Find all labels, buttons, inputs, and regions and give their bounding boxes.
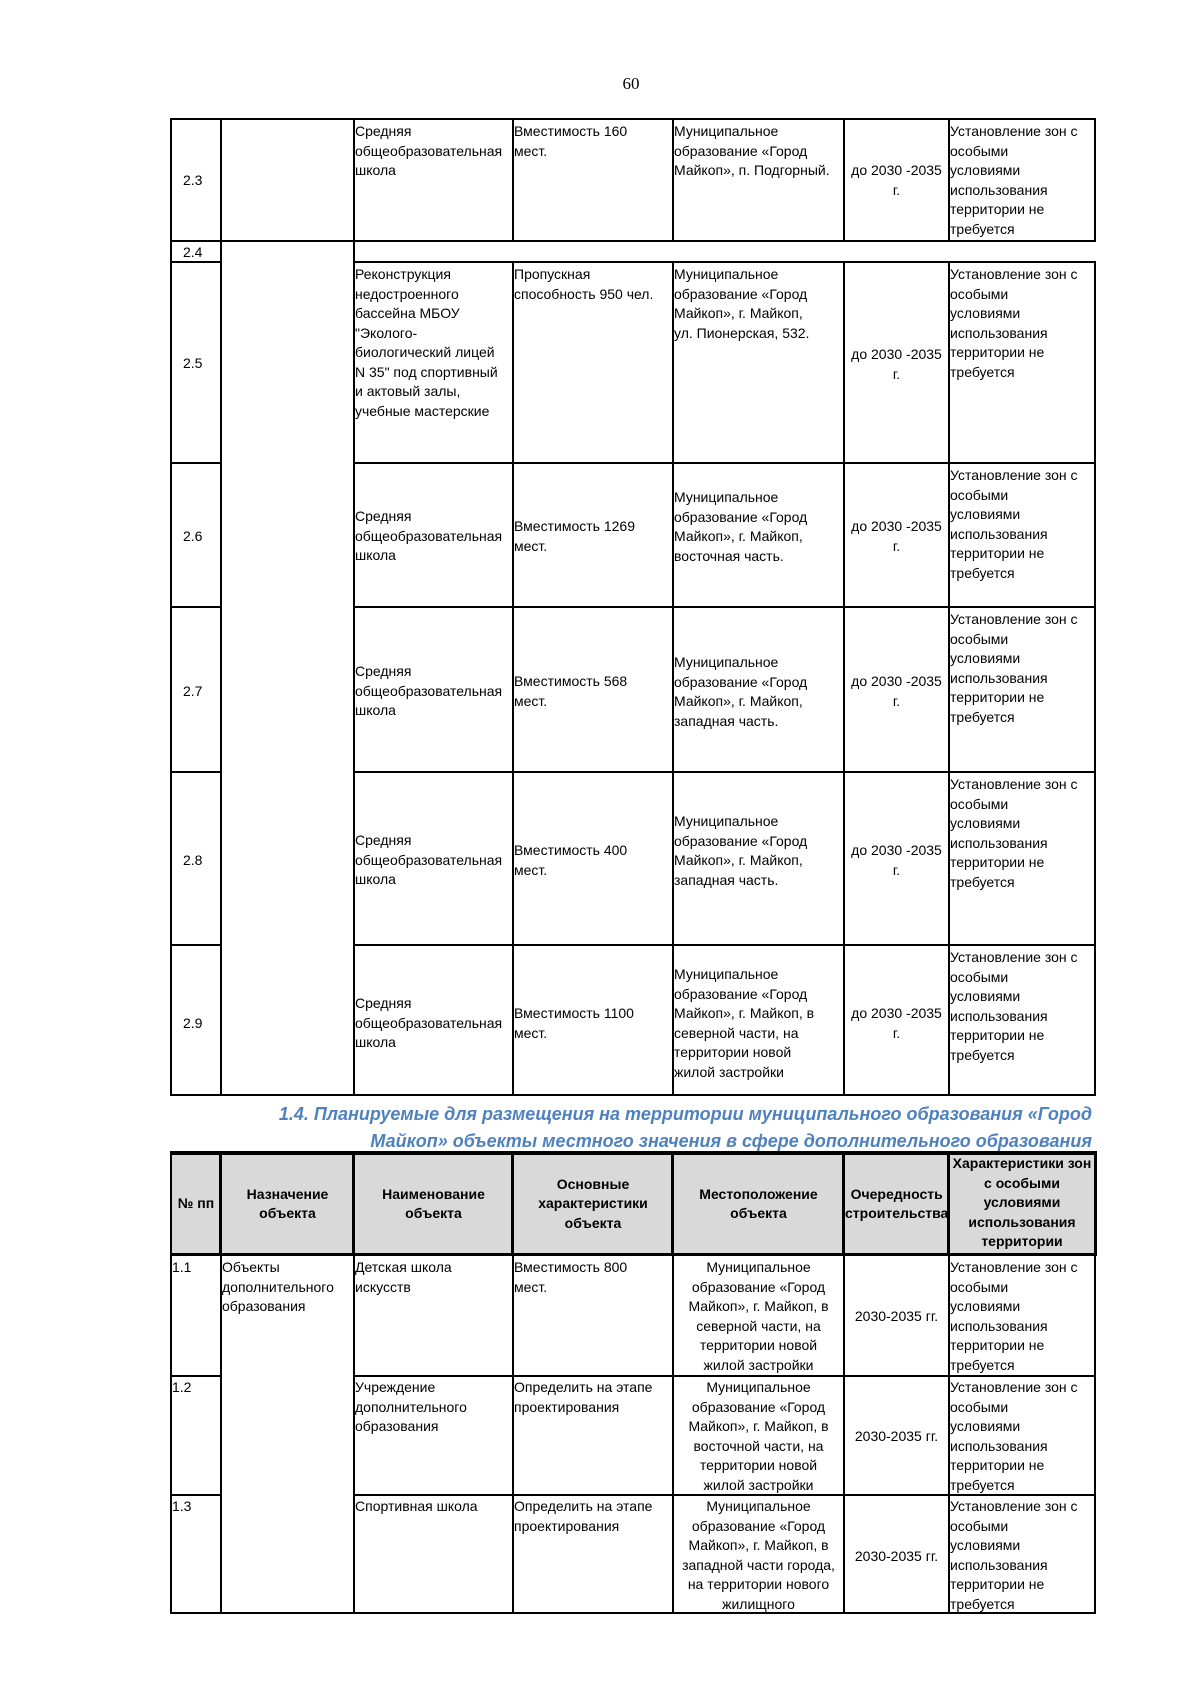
- border: [170, 240, 1096, 242]
- object-characteristics: Определить на этапе проектирования: [514, 1498, 653, 1534]
- border: [170, 1375, 222, 1377]
- construction-term: 2030-2035 гг.: [854, 1308, 939, 1324]
- border: [170, 606, 222, 608]
- construction-term: 2030-2035 гг.: [854, 1548, 939, 1564]
- object-location: Муниципальное образование «Город Майкоп», г. Майкоп, в северной части, на территории новой жилой застройки: [674, 966, 815, 1080]
- zone-characteristics: Установление зон с особыми условиями использования территории не требуется: [950, 266, 1078, 380]
- header-purpose: Назначение объекта: [246, 1185, 329, 1221]
- zone-characteristics: Установление зон с особыми условиями использования территории не требуется: [950, 611, 1078, 725]
- zone-characteristics: Установление зон с особыми условиями использования территории не требуется: [950, 123, 1078, 237]
- object-name: Средняя общеобразовательная школа: [355, 832, 503, 887]
- row-number: 1.2: [172, 1379, 192, 1395]
- border: [170, 1494, 222, 1496]
- row-number: 2.5: [183, 355, 203, 371]
- zone-characteristics: Установление зон с особыми условиями использования территории не требуется: [950, 776, 1078, 890]
- row-number: 1.1: [172, 1259, 192, 1275]
- object-name: Средняя общеобразовательная школа: [355, 663, 503, 718]
- construction-term: до 2030 -2035 г.: [851, 842, 942, 878]
- object-location: Муниципальное образование «Город Майкоп», г. Майкоп, восточная часть.: [674, 489, 808, 564]
- zone-characteristics: Установление зон с особыми условиями использования территории не требуется: [950, 1498, 1078, 1612]
- border: [354, 1375, 1096, 1377]
- object-characteristics: Определить на этапе проектирования: [514, 1379, 653, 1415]
- object-characteristics: Вместимость 568 мест.: [514, 673, 628, 709]
- border: [354, 944, 1096, 946]
- header-zones: Характеристики зон с особыми условиями использования территории: [952, 1155, 1092, 1249]
- object-location: Муниципальное образование «Город Майкоп», г. Майкоп, в северной части, на территории новой жилой застройки: [688, 1259, 829, 1373]
- object-purpose: Объекты дополнительного образования: [222, 1259, 334, 1314]
- object-characteristics: Вместимость 1269 мест.: [514, 518, 635, 554]
- object-location: Муниципальное образование «Город Майкоп», п. Подгорный.: [674, 123, 830, 178]
- object-location: Муниципальное образование «Город Майкоп», г. Майкоп, в западной части города, на территории нового жилищного: [682, 1498, 835, 1612]
- header-number: № пп: [177, 1195, 215, 1212]
- object-characteristics: Вместимость 1100 мест.: [514, 1005, 634, 1041]
- page-number: 60: [622, 74, 640, 93]
- object-location: Муниципальное образование «Город Майкоп», г. Майкоп, ул. Пионерская, 532.: [674, 266, 810, 341]
- object-characteristics: Вместимость 160 мест.: [514, 123, 628, 159]
- object-name: Спортивная школа: [355, 1498, 478, 1514]
- object-name: Средняя общеобразовательная школа: [355, 508, 503, 563]
- object-characteristics: Вместимость 400 мест.: [514, 842, 628, 878]
- object-name: Учреждение дополнительного образования: [355, 1379, 467, 1434]
- row-number: 2.7: [183, 683, 203, 699]
- border: [354, 606, 1096, 608]
- header-name: Наименование объекта: [382, 1185, 485, 1221]
- border: [1094, 118, 1096, 241]
- construction-term: до 2030 -2035 г.: [851, 162, 942, 198]
- row-number: 2.3: [183, 172, 203, 188]
- row-number: 2.8: [183, 852, 203, 868]
- border: [170, 118, 172, 1096]
- section-title-line-1: 1.4. Планируемые для размещения на территории муниципального образования «Город: [278, 1104, 1092, 1124]
- border: [170, 1094, 1096, 1096]
- construction-term: 2030-2035 гг.: [854, 1428, 939, 1444]
- header-location: Местоположение объекта: [699, 1185, 818, 1221]
- object-location: Муниципальное образование «Город Майкоп», г. Майкоп, в восточной части, на территории новой жилой застройки: [688, 1379, 829, 1493]
- border: [512, 1256, 514, 1614]
- object-characteristics: Пропускная способность 950 чел.: [514, 266, 654, 302]
- row-number: 1.3: [172, 1498, 192, 1514]
- zone-characteristics: Установление зон с особыми условиями использования территории не требуется: [950, 467, 1078, 581]
- zone-characteristics: Установление зон с особыми условиями использования территории не требуется: [950, 1379, 1078, 1493]
- border: [170, 944, 222, 946]
- row-number: 2.6: [183, 528, 203, 544]
- object-name: Детская школа искусств: [355, 1259, 452, 1295]
- border: [1094, 1256, 1096, 1614]
- object-location: Муниципальное образование «Город Майкоп», г. Майкоп, западная часть.: [674, 654, 808, 729]
- zone-characteristics: Установление зон с особыми условиями использования территории не требуется: [950, 949, 1078, 1063]
- object-name: Реконструкция недостроенного бассейна МБОУ "Эколого- биологический лицей N 35" под спортивный и актовый залы, учебные мастерские: [355, 266, 498, 419]
- border: [170, 1253, 1096, 1256]
- object-location: Муниципальное образование «Город Майкоп», г. Майкоп, западная часть.: [674, 813, 808, 888]
- border: [170, 462, 222, 464]
- border: [354, 771, 1096, 773]
- border: [170, 118, 1096, 120]
- border: [354, 462, 1096, 464]
- border: [1094, 1151, 1097, 1256]
- border: [354, 261, 1096, 263]
- zone-characteristics: Установление зон с особыми условиями использования территории не требуется: [950, 1259, 1078, 1373]
- border: [1094, 261, 1096, 1096]
- construction-term: до 2030 -2035 г.: [851, 673, 942, 709]
- header-term: Очередность строительства: [845, 1185, 948, 1221]
- object-name: Средняя общеобразовательная школа: [355, 123, 503, 178]
- object-characteristics: Вместимость 800 мест.: [514, 1259, 628, 1295]
- construction-term: до 2030 -2035 г.: [851, 518, 942, 554]
- section-title-line-2: Майкоп» объекты местного значения в сфере дополнительного образования: [370, 1131, 1092, 1151]
- construction-term: до 2030 -2035 г.: [851, 346, 942, 382]
- construction-term: до 2030 -2035 г.: [851, 1005, 942, 1041]
- row-number: 2.9: [183, 1015, 203, 1031]
- border: [220, 118, 222, 1096]
- border: [170, 771, 222, 773]
- object-name: Средняя общеобразовательная школа: [355, 995, 503, 1050]
- border: [170, 1256, 172, 1614]
- header-characteristics: Основные характеристики объекта: [538, 1175, 648, 1231]
- row-number: 2.4: [183, 244, 203, 260]
